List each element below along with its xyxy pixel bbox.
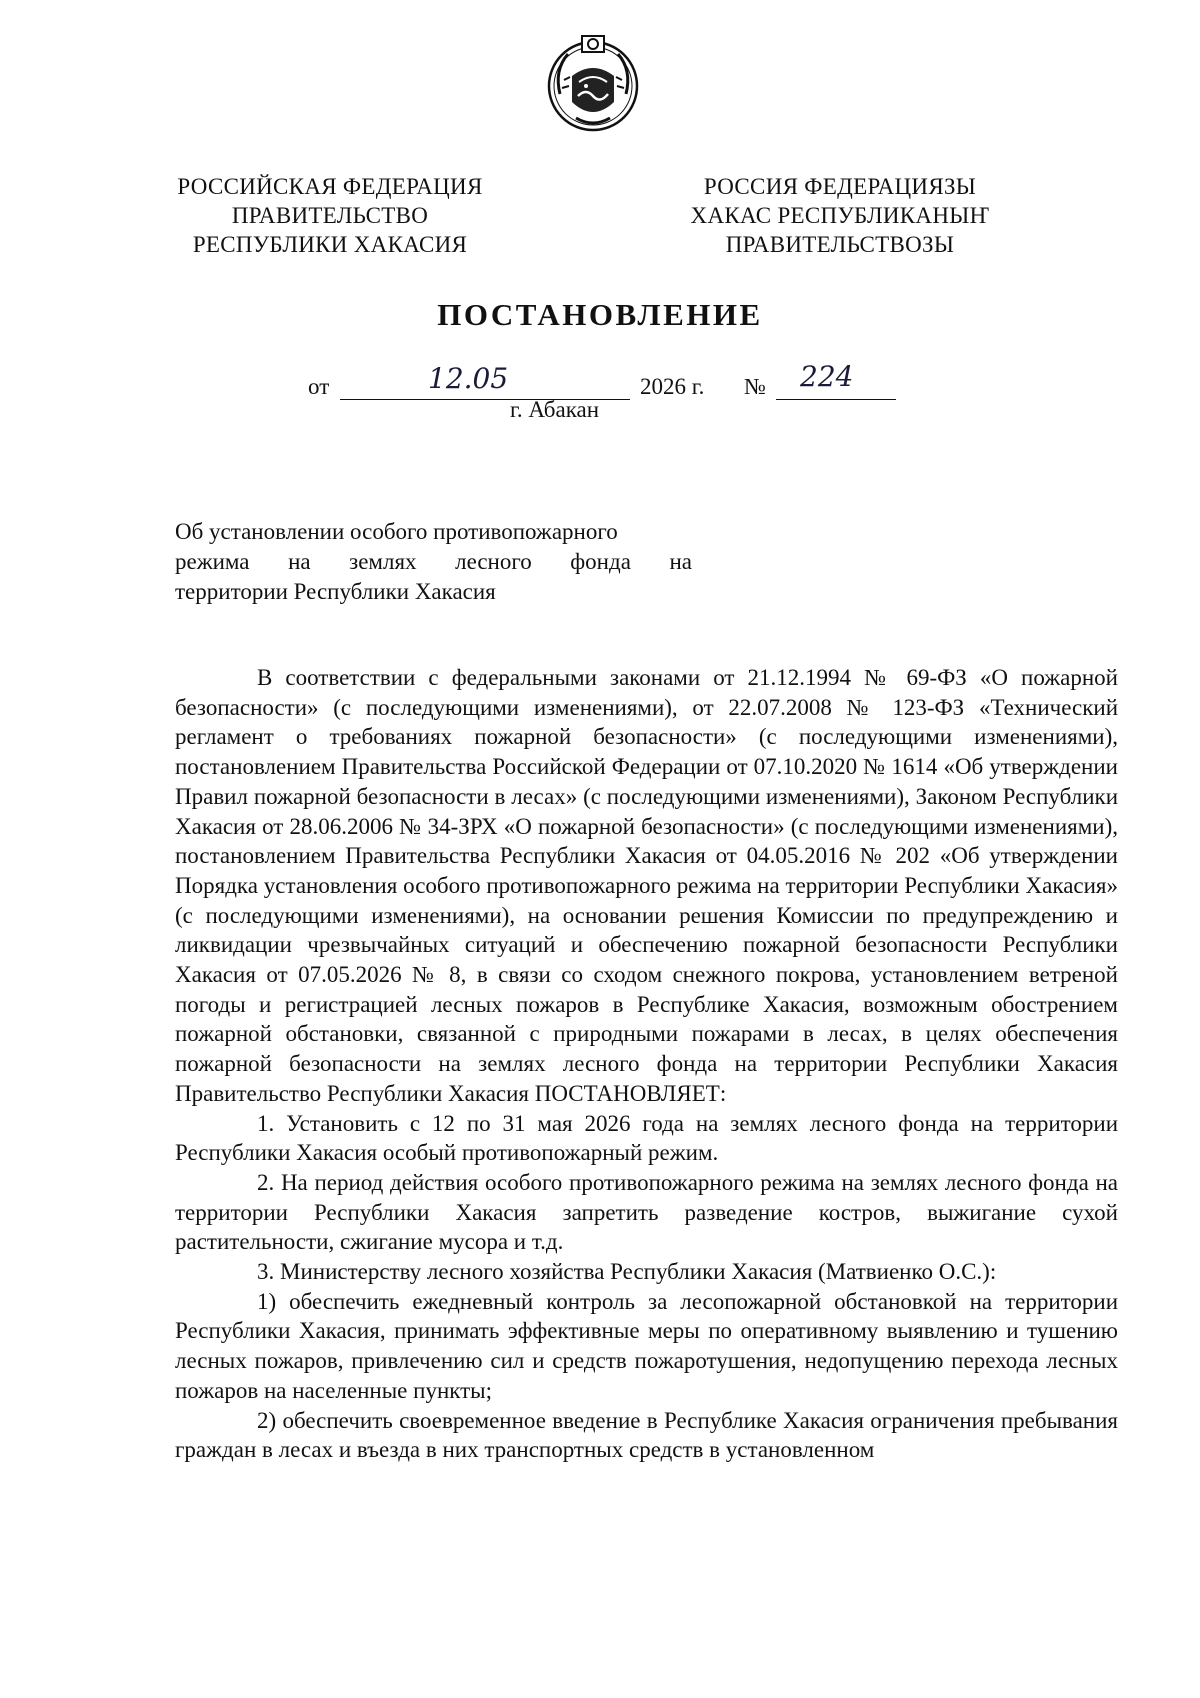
- paragraph-preamble: В соответствии с федеральными законами от 21.12.1994 № 69-ФЗ «О пожарной безопасности» (с последующими изменениями), от 22.07.2008 № 123-ФЗ «Технический регламент о требованиях пожарной безопасности» (с последующими изменениями), постановлением Правительства Российской Федерации от 07.10.2020 № 1614 «Об утверждении Правил пожарной безопасности в лесах» (с последующими изменениями), Законом Республики Хакасия от 28.06.2006 № 34-ЗРХ «О пожарной безопасности» (с последующими изменениями), постановлением Правительства Республики Хакасия от 04.05.2016 № 202 «Об утверждении Порядка установления особого противопожарного режима на территории Республики Хакасия» (с последующими изменениями), на основании решения Комиссии по предупреждению и ликвидации чрезвычайных ситуаций и обеспечению пожарной безопасности Республики Хакасия от 07.05.2026 № 8, в связи со сходом снежного покрова, установлением ветреной погоды и регистрацией лесных пожаров в Республике Хакасия, возможным обострением пожарной обстановки, связанной с природными пожарами в лесах, в целях обеспечения пожарной безопасности на землях лесного фонда на территории Республики Хакасия Правительство Республики Хакасия ПОСТАНОВЛЯЕТ:: [175, 665, 1118, 1106]
- subject-word: на: [288, 549, 311, 574]
- document-body: [175, 663, 1118, 1465]
- header-left-line: ПРАВИТЕЛЬСТВО: [231, 203, 429, 228]
- header-right-line: ПРАВИТЕЛЬСТВОЗЫ: [725, 232, 955, 257]
- paragraph-item-3-1: 1) обеспечить ежедневный контроль за лесопожарной обстановкой на территории Республики Хакасия, принимать эффективные меры по оперативному выявлению и тушению лесных пожаров, привлечению сил и средств пожаротушения, недопущению перехода лесных пожаров на населенные пункты;: [175, 1288, 1118, 1403]
- subject-word: фонда: [570, 549, 631, 574]
- year-label: 2026 г.: [640, 374, 705, 399]
- coat-of-arms-icon: [546, 30, 640, 134]
- header-right-line: РОССИЯ ФЕДЕРАЦИЯЗЫ: [703, 174, 977, 199]
- header-left-line: РЕСПУБЛИКИ ХАКАСИЯ: [192, 232, 468, 257]
- paragraph-item-2: 2. На период действия особого противопожарного режима на землях лесного фонда на территории Республики Хакасия запретить разведение костров, выжигание сухой растительности, сжигание мусора и т.д.: [175, 1169, 1118, 1255]
- subject-line: территории Республики Хакасия: [175, 579, 496, 604]
- paragraph-item-3: 3. Министерству лесного хозяйства Республики Хакасия (Матвиенко О.С.):: [257, 1259, 997, 1285]
- header-left: [150, 172, 510, 259]
- document-title: ПОСТАНОВЛЕНИЕ: [437, 297, 763, 332]
- subject-word: на: [669, 549, 692, 574]
- paragraph-item-3-2: 2) обеспечить своевременное введение в Республике Хакасия ограничения пребывания граждан в лесах и въезда в них транспортных средств в установленном: [175, 1407, 1118, 1463]
- handwritten-number: 224: [800, 360, 854, 393]
- from-label: от: [308, 374, 330, 399]
- number-label: №: [744, 374, 766, 399]
- city: г. Абакан: [510, 397, 600, 422]
- subject-line: Об установлении особого противопожарного: [175, 519, 618, 544]
- header-right-line: ХАКАС РЕСПУБЛИКАНЫҤ: [690, 203, 990, 228]
- header-right: [640, 172, 1040, 259]
- subject-word: землях: [349, 549, 417, 574]
- header-left-line: РОССИЙСКАЯ ФЕДЕРАЦИЯ: [177, 174, 483, 199]
- document-subject: [175, 517, 692, 607]
- subject-line: [175, 547, 692, 577]
- subject-word: режима: [175, 549, 250, 574]
- paragraph-item-1: 1. Установить с 12 по 31 мая 2026 года на землях лесного фонда на территории Республики Хакасия особый противопожарный режим.: [175, 1110, 1118, 1166]
- handwritten-date: 12.05: [428, 362, 509, 395]
- subject-word: лесного: [455, 549, 532, 574]
